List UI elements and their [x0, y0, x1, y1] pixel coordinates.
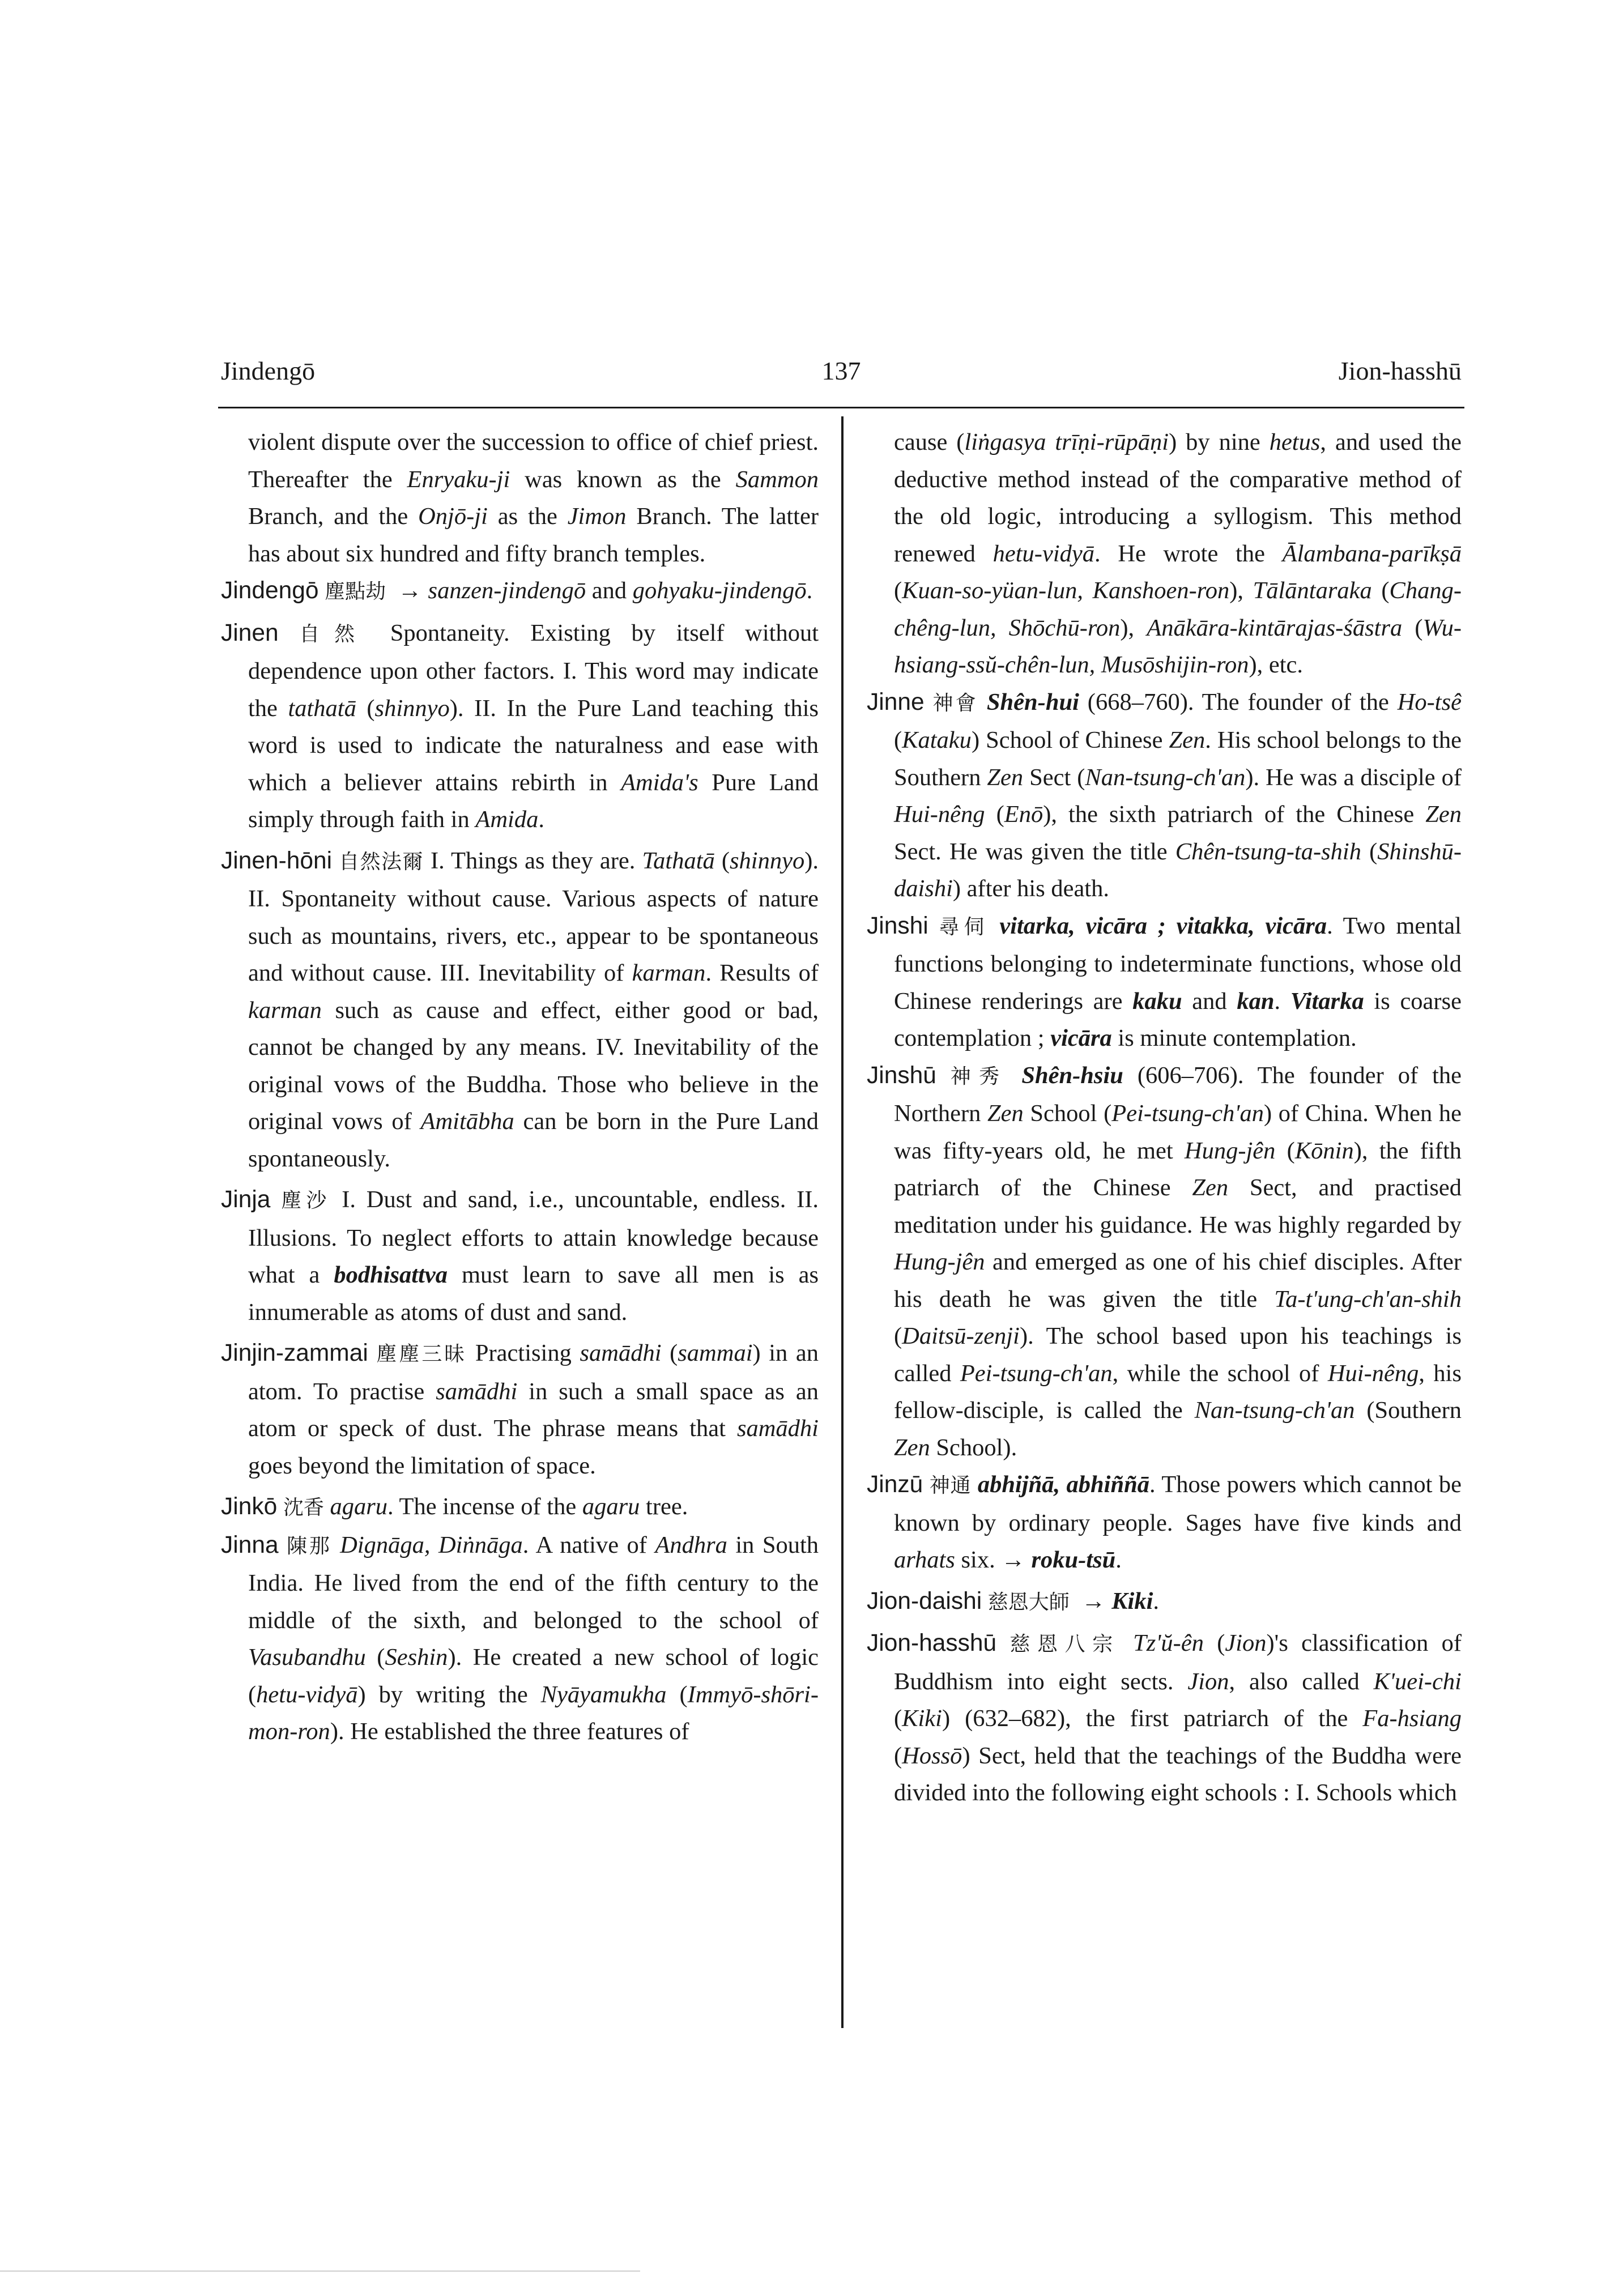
entry-jindengo: Jindengō 塵點劫 → sanzen-jindengō and gohyaku-jindengō.	[221, 577, 813, 604]
headword: Jinen	[221, 619, 279, 646]
running-header	[221, 356, 1462, 395]
right-column	[867, 424, 1462, 1812]
cjk-term: 神會	[932, 691, 979, 715]
cjk-term: 慈恩大師	[987, 1590, 1070, 1614]
cjk-term: 神秀	[950, 1064, 1008, 1088]
headword: Jinen-hōni	[221, 847, 333, 874]
cjk-term: 自然	[299, 622, 370, 646]
headword: Jinja	[221, 1186, 271, 1213]
entry-jinjin-zammai: Jinjin-zammai 塵塵三昧 Practising samādhi (sammai) in an atom. To practise samādhi in such a small space as an atom or speck of dust. The phrase means that samādhi goes beyond the limitation of space.	[221, 1340, 819, 1479]
headword: Jinshi	[867, 912, 928, 939]
cjk-term: 塵點劫	[325, 580, 386, 603]
entry-continuation: violent dispute over the succession to office of chief priest. Thereafter the Enryaku-ji was known as the Sammon Branch, and the Onjō-ji as the Jimon Branch. The latter has about six hundred and fifty branch temples.	[248, 429, 819, 567]
cross-ref-arrow: →	[1001, 1547, 1025, 1573]
headword: Jinna	[221, 1531, 279, 1558]
cjk-term: 神通	[929, 1474, 972, 1497]
headword: Jinshū	[867, 1062, 936, 1089]
entry-jinko: Jinkō 沈香 agaru. The incense of the agaru tree.	[221, 1493, 688, 1520]
header-first-headword: Jindengō	[221, 356, 316, 385]
entry-jinna-continuation: cause (liṅgasya trīṇi-rūpāṇi) by nine hetus, and used the deductive method instead of the comparative method of the old logic, introducing a syllogism. This method renewed hetu-vidyā. He wrote the Ālambana-parīkṣā (Kuan-so-yüan-lun, Kanshoen-ron), Tālāntaraka (Chang-chêng-lun, Shōchū-ron), Anākāra-kintārajas-śāstra (Wu-hsiang-ssŭ-chên-lun, Musōshijin-ron), etc.	[894, 429, 1462, 678]
headword: Jion-daishi	[867, 1587, 982, 1615]
entry-jinja: Jinja 塵沙 I. Dust and sand, i.e., uncountable, endless. II. Illusions. To neglect efforts to attain knowledge because what a bodhisattva must learn to save all men is as innumerable as atoms of dust and sand.	[221, 1186, 819, 1326]
headword: Jindengō	[221, 577, 319, 604]
headword: Jinne	[867, 688, 925, 715]
entry-jinzu: Jinzū 神通 abhijñā, abhiññā. Those powers which cannot be known by ordinary people. Sages have five kinds and arhats six. → roku-tsū.	[867, 1471, 1462, 1573]
entry-jion-hasshu: Jion-hasshū 慈恩八宗 Tz'ŭ-ên (Jion)'s classification of Buddhism into eight sects. Jion, also called K'uei-chi (Kiki) (632–682), the first patriarch of the Fa-hsiang (Hossō) Sect, held that the teachings of the Buddha were divided into the following eight schools : I. Schools which	[867, 1630, 1462, 1806]
cjk-term: 尋伺	[939, 915, 989, 939]
page-number: 137	[821, 356, 861, 385]
cjk-term: 沈香	[283, 1496, 324, 1519]
headword: Jinjin-zammai	[221, 1340, 368, 1366]
left-column	[221, 424, 819, 1750]
column-divider	[841, 416, 844, 2028]
entry-jinshi: Jinshi 尋伺 vitarka, vicāra ; vitakka, vicāra. Two mental functions belonging to indeterminate functions, whose old Chinese renderings are kaku and kan. Vitarka is coarse contemplation ; vicāra is minute contemplation.	[867, 912, 1462, 1051]
cross-ref-arrow: →	[398, 577, 422, 604]
cjk-term: 塵塵三昧	[376, 1343, 467, 1366]
entry-jion-daishi: Jion-daishi 慈恩大師 → Kiki.	[867, 1587, 1160, 1615]
cjk-term: 自然法爾	[339, 850, 424, 874]
entry-jinen: Jinen 自然 Spontaneity. Existing by itself without dependence upon other factors. I. This word may indicate the tathatā (shinnyo). II. In the Pure Land teaching this word is used to indicate the naturalness and ease with which a believer attains rebirth in Amida's Pure Land simply through faith in Amida.	[221, 619, 819, 833]
header-last-headword: Jion-hasshū	[1338, 356, 1462, 385]
cjk-term: 塵沙	[281, 1189, 331, 1212]
headword: Jinzū	[867, 1471, 923, 1498]
headword: Jinkō	[221, 1493, 278, 1520]
entry-jinna: Jinna 陳那 Dignāga, Diṅnāga. A native of Andhra in South India. He lived from the end of the fifth century to the middle of the sixth, and belonged to the school of Vasubandhu (Seshin). He created a new school of logic (hetu-vidyā) by writing the Nyāyamukha (Immyō-shōri-mon-ron). He established the three features of	[221, 1531, 819, 1745]
entry-jinen-honi: Jinen-hōni 自然法爾 I. Things as they are. Tathatā (shinnyo). II. Spontaneity without cause. Various aspects of nature such as mountains, rivers, etc., appear to be spontaneous and without cause. III. Inevitability of karman. Results of karman such as cause and effect, either good or bad, cannot be changed by any means. IV. Inevitability of the original vows of the Buddha. Those who believe in the original vows of Amitābha can be born in the Pure Land spontaneously.	[221, 847, 819, 1172]
headword: Jion-hasshū	[867, 1630, 997, 1656]
header-rule	[218, 407, 1464, 408]
bottom-scan-line	[0, 2271, 640, 2272]
cjk-term: 陳那	[287, 1534, 332, 1558]
cjk-term: 慈恩八宗	[1009, 1633, 1120, 1656]
entry-jinne: Jinne 神會 Shên-hui (668–760). The founder of the Ho-tsê (Kataku) School of Chinese Zen. His school belongs to the Southern Zen Sect (Nan-tsung-ch'an). He was a disciple of Hui-nêng (Enō), the sixth patriarch of the Chinese Zen Sect. He was given the title Chên-tsung-ta-shih (Shinshū-daishi) after his death.	[867, 688, 1462, 902]
entry-jinshu: Jinshū 神秀 Shên-hsiu (606–706). The founder of the Northern Zen School (Pei-tsung-ch'an) of China. When he was fifty-years old, he met Hung-jên (Kōnin), the fifth patriarch of the Chinese Zen Sect, and practised meditation under his guidance. He was highly regarded by Hung-jên and emerged as one of his chief disciples. After his death he was given the title Ta-t'ung-ch'an-shih (Daitsū-zenji). The school based upon his teachings is called Pei-tsung-ch'an, while the school of Hui-nêng, his fellow-disciple, is called the Nan-tsung-ch'an (Southern Zen School).	[867, 1062, 1462, 1461]
cross-ref-arrow: →	[1081, 1587, 1106, 1615]
